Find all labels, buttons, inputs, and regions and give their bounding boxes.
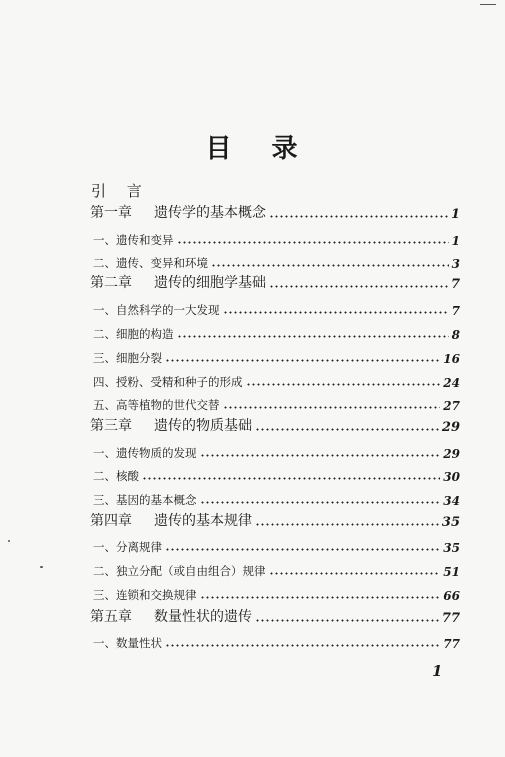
chapter-title: 遗传的物质基础 — [154, 418, 252, 434]
section-entry — [93, 372, 460, 390]
scan-speck — [8, 540, 10, 542]
chapter-entry — [90, 204, 460, 222]
leader-dots — [165, 359, 440, 362]
section-title: 五、高等植物的世代交替 — [93, 398, 220, 412]
section-entry-page: 3 — [451, 257, 460, 271]
leader-dots — [200, 454, 441, 457]
section-entry-page: 34 — [443, 494, 460, 508]
section-title: 三、连锁和交换规律 — [93, 588, 197, 602]
section-title: 二、细胞的构造 — [93, 327, 174, 341]
leader-dots — [200, 501, 441, 504]
leader-dots — [177, 335, 449, 338]
section-entry-label — [93, 539, 162, 555]
title-char-1: 目 — [205, 134, 234, 164]
section-entry — [93, 324, 460, 342]
section-entry-label — [93, 563, 266, 579]
section-entry — [93, 300, 460, 318]
section-entry-page: 8 — [451, 328, 460, 342]
leader-dots — [165, 548, 440, 551]
section-entry-label — [93, 445, 197, 461]
section-entry — [93, 230, 460, 248]
section-entry-page: 16 — [443, 352, 460, 366]
leader-dots — [255, 523, 439, 526]
section-entry-page: 7 — [451, 304, 460, 318]
section-entry-page: 27 — [443, 399, 460, 413]
leader-dots — [269, 572, 441, 575]
section-title: 四、授粉、受精和种子的形成 — [93, 375, 243, 389]
section-entry-label — [93, 302, 220, 318]
scan-mark — [480, 4, 496, 5]
page-number: 1 — [432, 662, 443, 680]
section-entry-page: 77 — [443, 637, 460, 651]
section-entry — [93, 348, 460, 366]
leader-dots — [255, 428, 439, 431]
chapter-entry-label — [90, 415, 252, 435]
section-entry-label — [93, 232, 174, 248]
chapter-number: 第三章 — [90, 418, 132, 434]
section-title: 二、独立分配（或自由组合）规律 — [93, 564, 266, 578]
section-entry-label — [93, 397, 220, 413]
section-entry — [93, 395, 460, 413]
section-entry — [93, 253, 460, 271]
section-title: 二、核酸 — [93, 469, 139, 483]
section-entry — [93, 537, 460, 555]
section-entry — [93, 443, 460, 461]
section-entry-page: 1 — [451, 234, 460, 248]
chapter-entry — [90, 417, 460, 435]
section-entry-label — [93, 587, 197, 603]
leader-dots — [246, 383, 441, 386]
section-title: 一、遗传和变异 — [93, 233, 174, 247]
section-entry-label — [93, 374, 243, 390]
section-entry — [93, 633, 460, 651]
section-entry-page: 29 — [443, 447, 460, 461]
chapter-entry-label — [90, 202, 266, 222]
chapter-number: 第二章 — [90, 275, 132, 291]
section-entry-page: 30 — [443, 470, 460, 484]
leader-dots — [200, 596, 441, 599]
chapter-entry — [90, 512, 460, 530]
section-title: 二、遗传、变异和环境 — [93, 256, 208, 270]
section-title: 一、分离规律 — [93, 540, 162, 554]
chapter-title: 遗传的基本规律 — [154, 513, 252, 529]
section-entry-label — [93, 350, 162, 366]
section-entry-label — [93, 255, 208, 271]
section-entry-label — [93, 468, 139, 484]
chapter-title: 数量性状的遗传 — [154, 609, 252, 625]
leader-dots — [255, 619, 439, 622]
chapter-entry — [90, 608, 460, 626]
section-entry-page: 35 — [443, 541, 460, 555]
section-title: 一、数量性状 — [93, 636, 162, 650]
chapter-number: 第四章 — [90, 513, 132, 529]
leader-dots — [142, 477, 440, 480]
chapter-title: 遗传的细胞学基础 — [154, 275, 266, 291]
chapter-entry-label — [90, 272, 266, 292]
leader-dots — [269, 215, 448, 218]
chapter-number: 第五章 — [90, 609, 132, 625]
leader-dots — [211, 264, 449, 267]
section-title: 一、自然科学的一大发现 — [93, 303, 220, 317]
scan-speck — [40, 566, 43, 568]
chapter-entry-label — [90, 606, 252, 626]
chapter-entry-label — [90, 510, 252, 530]
chapter-entry-page: 29 — [441, 420, 460, 435]
leader-dots — [177, 241, 449, 244]
section-entry — [93, 561, 460, 579]
section-entry-label — [93, 635, 162, 651]
chapter-entry-page: 7 — [450, 277, 460, 292]
intro-heading: 引 言 — [91, 182, 150, 200]
section-entry-page: 66 — [443, 589, 460, 603]
section-entry-label — [93, 326, 174, 342]
title-char-2: 录 — [271, 134, 300, 164]
chapter-entry-page: 1 — [450, 207, 460, 222]
leader-dots — [165, 644, 440, 647]
section-title: 三、细胞分裂 — [93, 351, 162, 365]
section-entry — [93, 490, 460, 508]
section-entry-label — [93, 492, 197, 508]
section-entry — [93, 466, 460, 484]
leader-dots — [269, 285, 448, 288]
leader-dots — [223, 311, 449, 314]
section-entry-page: 51 — [443, 565, 460, 579]
chapter-entry-page: 35 — [441, 515, 460, 530]
section-entry — [93, 585, 460, 603]
chapter-entry — [90, 274, 460, 292]
chapter-number: 第一章 — [90, 205, 132, 221]
section-entry-page: 24 — [443, 376, 460, 390]
chapter-title: 遗传学的基本概念 — [154, 205, 266, 221]
chapter-entry-page: 77 — [441, 611, 460, 626]
leader-dots — [223, 406, 441, 409]
section-title: 一、遗传物质的发现 — [93, 446, 197, 460]
section-title: 三、基因的基本概念 — [93, 493, 197, 507]
